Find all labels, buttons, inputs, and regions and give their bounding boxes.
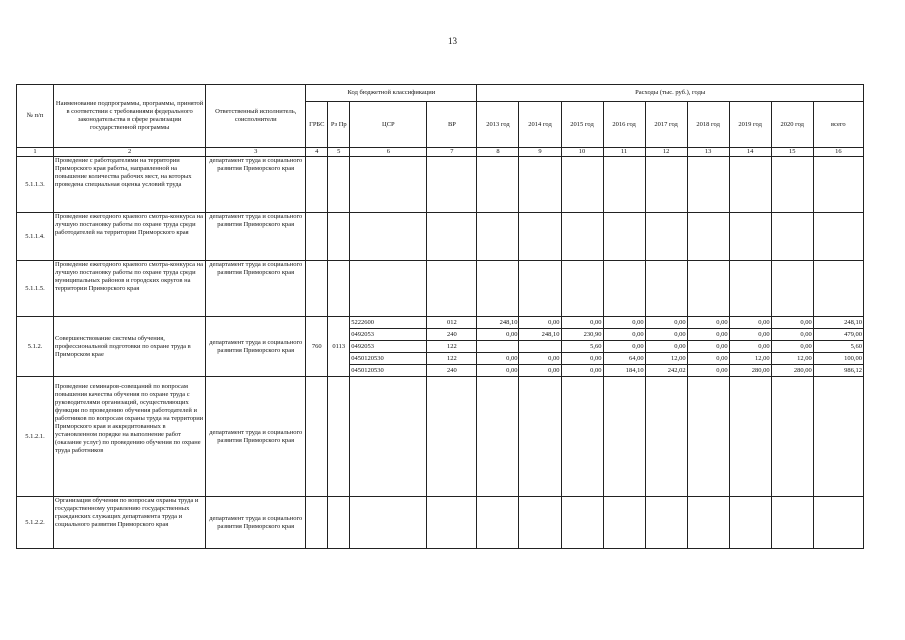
header-rzpr: Рз Пр: [328, 102, 350, 148]
value-cell: 0,00: [687, 317, 729, 329]
value-cell: 0,00: [519, 353, 561, 365]
column-number: 6: [350, 148, 427, 157]
column-number: 4: [306, 148, 328, 157]
value-cell: 64,00: [603, 353, 645, 365]
vr-code: 240: [427, 329, 477, 341]
row-executor: департамент труда и социального развития Приморского края: [206, 213, 306, 261]
row-name: Совершенствование системы обучения, профессиональной подготовки по охране труда в Приморском крае: [54, 317, 206, 377]
grbs-code: 760: [306, 317, 328, 377]
header-name: Наименование подпрограммы, программы, принятой в соответствии с требованиями федерального законодательства в сфере реализации государственной программы: [54, 85, 206, 148]
value-cell: 0,00: [603, 341, 645, 353]
table-row: [17, 317, 864, 329]
column-number: 7: [427, 148, 477, 157]
table-row: [17, 377, 864, 497]
row-name: Проведение ежегодного краевого смотра-конкурса на лучшую постановку работы по охране труда среди муниципальных районов и городских округов на территории Приморского края: [54, 261, 206, 317]
value-cell: 0,00: [519, 317, 561, 329]
row-name: Проведение с работодателями на территории Приморского края работы, направленной на повышение количества рабочих мест, на которых проведена специальная оценка условий труда: [54, 157, 206, 213]
value-cell: 0,00: [729, 317, 771, 329]
csr-code: 0492053: [350, 329, 427, 341]
row-number: 5.1.1.3.: [17, 157, 54, 213]
column-number: 10: [561, 148, 603, 157]
value-cell: 0,00: [687, 329, 729, 341]
column-number: 1: [17, 148, 54, 157]
value-cell: 230,90: [561, 329, 603, 341]
header-year: 2018 год: [687, 102, 729, 148]
csr-code: 0450120530: [350, 353, 427, 365]
total-cell: 5,60: [813, 341, 863, 353]
row-name: Проведение семинаров-совещаний по вопросам повышения качества обучения по охране труда с руководителями организаций, осуществляющих функции по проведению обучения работодателей и работников по вопросам охраны труда на территории Приморского края и аккредитованных в установленном порядке на выполнение работ (оказание услуг) по проведению обучения по охране труда работников: [54, 377, 206, 497]
header-year: 2013 год: [477, 102, 519, 148]
value-cell: 0,00: [603, 329, 645, 341]
column-number: 14: [729, 148, 771, 157]
table-row: [17, 261, 864, 317]
header-vr: ВР: [427, 102, 477, 148]
page-number: 13: [448, 36, 457, 46]
header-grbs: ГРБС: [306, 102, 328, 148]
value-cell: 0,00: [477, 329, 519, 341]
value-cell: 0,00: [729, 341, 771, 353]
header-total: всего: [813, 102, 863, 148]
value-cell: 0,00: [645, 341, 687, 353]
vr-code: 122: [427, 353, 477, 365]
column-number: 8: [477, 148, 519, 157]
value-cell: [477, 341, 519, 353]
value-cell: 0,00: [687, 365, 729, 377]
value-cell: 12,00: [645, 353, 687, 365]
budget-table: [16, 84, 864, 549]
column-number: 9: [519, 148, 561, 157]
total-cell: 248,10: [813, 317, 863, 329]
value-cell: 0,00: [687, 353, 729, 365]
value-cell: 0,00: [477, 353, 519, 365]
row-number: 5.1.2.1.: [17, 377, 54, 497]
header-year: 2016 год: [603, 102, 645, 148]
header-expense-group: Расходы (тыс. руб.), годы: [477, 85, 864, 102]
header-year: 2020 год: [771, 102, 813, 148]
rzpr-code: 0113: [328, 317, 350, 377]
vr-code: 012: [427, 317, 477, 329]
total-cell: 100,00: [813, 353, 863, 365]
value-cell: 0,00: [771, 329, 813, 341]
table-row: [17, 497, 864, 549]
table-row: [17, 213, 864, 261]
csr-code: 0450120530: [350, 365, 427, 377]
value-cell: 0,00: [645, 317, 687, 329]
value-cell: 0,00: [561, 365, 603, 377]
total-cell: 479,00: [813, 329, 863, 341]
value-cell: 242,02: [645, 365, 687, 377]
value-cell: 12,00: [771, 353, 813, 365]
value-cell: 0,00: [687, 341, 729, 353]
total-cell: 986,12: [813, 365, 863, 377]
value-cell: 280,00: [771, 365, 813, 377]
column-number: 15: [771, 148, 813, 157]
column-number: 5: [328, 148, 350, 157]
value-cell: 0,00: [645, 329, 687, 341]
vr-code: 122: [427, 341, 477, 353]
header-year: 2017 год: [645, 102, 687, 148]
csr-code: 5222600: [350, 317, 427, 329]
table-row: [17, 157, 864, 213]
header-code-group: Код бюджетной классификации: [306, 85, 477, 102]
value-cell: 5,60: [561, 341, 603, 353]
vr-code: 240: [427, 365, 477, 377]
value-cell: 184,10: [603, 365, 645, 377]
column-number: 2: [54, 148, 206, 157]
column-number: 12: [645, 148, 687, 157]
row-executor: департамент труда и социального развития Приморского края: [206, 377, 306, 497]
row-name: Организация обучения по вопросам охраны труда и государственному управлению государственных гражданских служащих департамента труда и социального развития Приморского края: [54, 497, 206, 549]
value-cell: 0,00: [561, 353, 603, 365]
row-executor: департамент труда и социального развития Приморского края: [206, 317, 306, 377]
row-number: 5.1.1.4.: [17, 213, 54, 261]
value-cell: 0,00: [771, 341, 813, 353]
column-number: 3: [206, 148, 306, 157]
header-csr: ЦСР: [350, 102, 427, 148]
row-name: Проведение ежегодного краевого смотра-конкурса на лучшую постановку работы по охране труда среди работодателей на территории Приморского края: [54, 213, 206, 261]
value-cell: 280,00: [729, 365, 771, 377]
value-cell: 12,00: [729, 353, 771, 365]
row-number: 5.1.2.: [17, 317, 54, 377]
row-executor: департамент труда и социального развития Приморского края: [206, 157, 306, 213]
header-year: 2014 год: [519, 102, 561, 148]
row-number: 5.1.1.5.: [17, 261, 54, 317]
value-cell: 0,00: [771, 317, 813, 329]
value-cell: 0,00: [729, 329, 771, 341]
header-year: 2015 год: [561, 102, 603, 148]
value-cell: 248,10: [519, 329, 561, 341]
value-cell: 248,10: [477, 317, 519, 329]
value-cell: 0,00: [603, 317, 645, 329]
csr-code: 0492053: [350, 341, 427, 353]
column-number: 16: [813, 148, 863, 157]
value-cell: [519, 341, 561, 353]
column-number: 13: [687, 148, 729, 157]
row-executor: департамент труда и социального развития Приморского края: [206, 261, 306, 317]
column-number: 11: [603, 148, 645, 157]
header-executor: Ответственный исполнитель, соисполнители: [206, 85, 306, 148]
value-cell: 0,00: [477, 365, 519, 377]
header-year: 2019 год: [729, 102, 771, 148]
header-num: № п/п: [17, 85, 54, 148]
value-cell: 0,00: [519, 365, 561, 377]
value-cell: 0,00: [561, 317, 603, 329]
row-number: 5.1.2.2.: [17, 497, 54, 549]
row-executor: департамент труда и социального развития Приморского края: [206, 497, 306, 549]
